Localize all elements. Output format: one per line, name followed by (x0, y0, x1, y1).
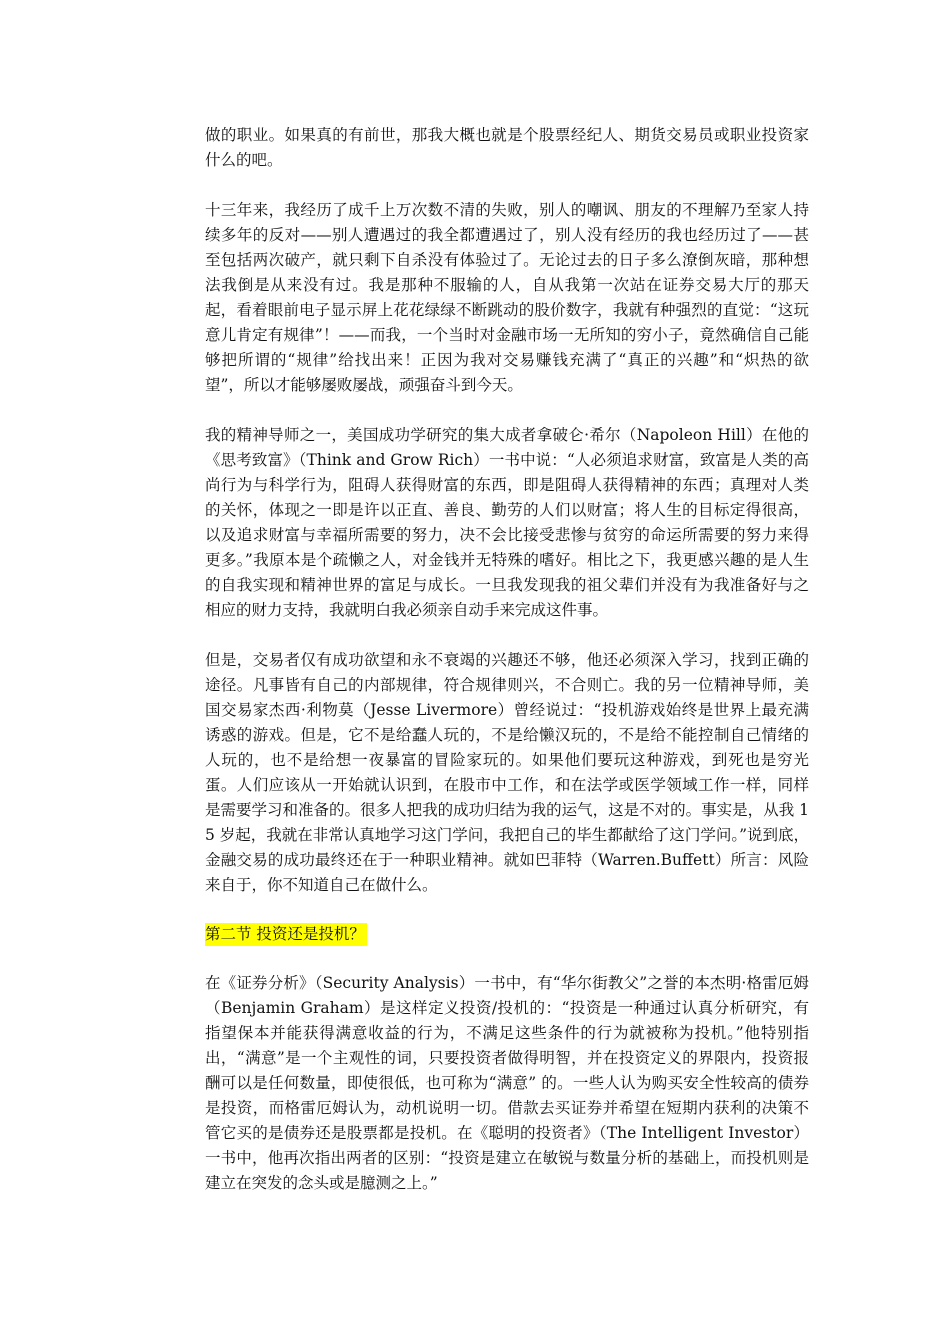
paragraph-jesse-livermore: 但是，交易者仅有成功欲望和永不衰竭的兴趣还不够，他还必须深入学习，找到正确的途径。凡事皆有自己的内部规律，符合规律则兴，不合则亡。我的另一位精神导师，美国交易家杰西·利物莫（Jesse Livermore）曾经说过：“投机游戏始终是世界上最充满诱惑的游戏。但是，它不是给蠢人玩的，不是给懒汉玩的，不是给不能控制自己情绪的人玩的，也不是给想一夜暴富的冒险家玩的。如果他们要玩这种游戏，到死也是穷光蛋。人们应该从一开始就认识到，在股市中工作，和在法学或医学领域工作一样，同样是需要学习和准备的。很多人把我的成功归结为我的运气，这是不对的。事实是，从我 15 岁起，我就在非常认真地学习这门学问，我把自己的毕生都献给了这门学问。”说到底，金融交易的成功最终还在于一种职业精神。就如巴菲特（Warren.Buffett）所言：风险来自于，你不知道自己在做什么。 (205, 651, 809, 894)
paragraph-thirteen-years: 十三年来，我经历了成千上万次数不清的失败，别人的嘲讽、朋友的不理解乃至家人持续多年的反对——别人遭遇过的我全都遭遇过了，别人没有经历的我也经历过了——甚至包括两次破产，就只剩下自杀没有体验过了。无论过去的日子多么潦倒灰暗，那种想法我倒是从来没有过。我是那种不服输的人，自从我第一次站在证券交易大厅的那天起，看着眼前电子显示屏上花花绿绿不断跳动的股价数字，我就有种强烈的直觉：“这玩意儿肯定有规律”！——而我，一个当时对金融市场一无所知的穷小子，竟然确信自己能够把所谓的“规律”给找出来！正因为我对交易赚钱充满了“真正的兴趣”和“炽热的欲望”，所以才能够屡败屡战，顽强奋斗到今天。 (205, 201, 809, 394)
paragraph-napoleon-hill: 我的精神导师之一，美国成功学研究的集大成者拿破仑·希尔（Napoleon Hill）在他的《思考致富》（Think and Grow Rich）一书中说：“人必须追求财富，致富是人类的高尚行为与科学行为，阻碍人获得财富的东西，即是阻碍人获得精神的东西；真理对人类的关怀，体现之一即是许以正直、善良、勤劳的人们以财富；将人生的目标定得很高，以及追求财富与幸福所需要的努力，决不会比接受悲惨与贫穷的命运所需要的努力来得更多。”我原本是个疏懒之人，对金钱并无特殊的嗜好。相比之下，我更感兴趣的是人生的自我实现和精神世界的富足与成长。一旦我发现我的祖父辈们并没有为我准备好与之相应的财力支持，我就明白我必须亲自动手来完成这件事。 (205, 426, 809, 619)
paragraph-previous-life: 做的职业。如果真的有前世，那我大概也就是个股票经纪人、期货交易员或职业投资家什么的吧。 (205, 126, 809, 169)
paragraph-benjamin-graham: 在《证券分析》（Security Analysis）一书中，有“华尔街教父”之誉的本杰明·格雷厄姆（Benjamin Graham）是这样定义投资/投机的：“投资是一种通过认真分析研究，有指望保本并能获得满意收益的行为，不满足这些条件的行为就被称为投机。”他特别指出，“满意”是一个主观性的词，只要投资者做得明智，并在投资定义的界限内，投资报酬可以是任何数量，即使很低，也可称为“满意” 的。一些人认为购买安全性较高的债券是投资，而格雷厄姆认为，动机说明一切。借款去买证券并希望在短期内获利的决策不管它买的是债券还是股票都是投机。在《聪明的投资者》（The Intelligent Investor）一书中，他再次指出两者的区别：“投资是建立在敏锐与数量分析的基础上，而投机则是建立在突发的念头或是臆测之上。” (205, 974, 809, 1192)
document-page (205, 123, 809, 1221)
section-heading: 第二节 投资还是投机？ (205, 923, 367, 946)
section-heading-wrapper (205, 923, 809, 971)
